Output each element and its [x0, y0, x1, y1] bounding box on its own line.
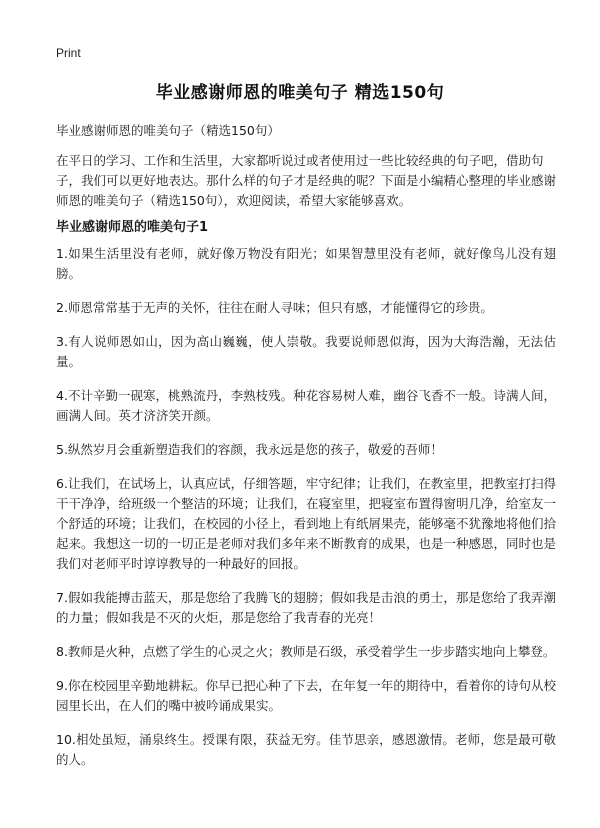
intro-paragraph: 在平日的学习、工作和生活里，大家都听说过或者使用过一些比较经典的句子吧，借助句子，我们可以更好地表达。那什么样的句子才是经典的呢？下面是小编精心整理的毕业感谢师恩的唯美句子（精选150句），欢迎阅读，希望大家能够喜欢。 [56, 153, 557, 208]
list-item: 6.让我们，在试场上，认真应试，仔细答题，牢守纪律；让我们，在教室里，把教室打扫得干干净净，给班级一个整洁的环境；让我们，在寝室里，把寝室布置得窗明几净，给室友一个舒适的环境；让我们，在校园的小径上，看到地上有纸屑果壳，能够毫不犹豫地将他们拾起来。我想这一切的一切正是老师对我们多年来不断教育的成果，也是一种感恩，同时也是我们对老师平时谆谆教导的一种最好的回报。 [56, 476, 557, 571]
list-item: 4.不计辛勤一砚寒，桃熟流丹，李熟枝残。种花容易树人难，幽谷飞香不一般。诗满人间，画满人间。英才济济笑开颜。 [56, 388, 556, 423]
list-item: 10.相处虽短，涌泉终生。授课有限，获益无穷。佳节思亲，感恩激情。老师，您是最可敬的人。 [56, 732, 556, 767]
list-item: 8.教师是火种，点燃了学生的心灵之火；教师是石级，承受着学生一步步踏实地向上攀登。 [56, 644, 556, 659]
list-item: 5.纵然岁月会重新塑造我们的容颜，我永远是您的孩子，敬爱的吾师！ [56, 442, 443, 457]
list-item: 7.假如我能搏击蓝天，那是您给了我腾飞的翅膀；假如我是击浪的勇士，那是您给了我弄潮的力量；假如我是不灭的火炬，那是您给了我青春的光亮！ [56, 590, 556, 625]
list-item: 9.你在校园里辛勤地耕耘。你早已把心种了下去，在年复一年的期待中，看着你的诗句从校园里长出，在人们的嘴中被吟诵成果实。 [56, 678, 556, 713]
article-subtitle: 毕业感谢师恩的唯美句子（精选150句） [56, 123, 280, 138]
list-item: 3.有人说师恩如山，因为高山巍巍，使人崇敬。我要说师恩似海，因为大海浩瀚，无法估量。 [56, 334, 556, 369]
print-label[interactable]: Print [56, 46, 81, 60]
list-item: 1.如果生活里没有老师，就好像万物没有阳光；如果智慧里没有老师，就好像鸟儿没有翅膀。 [56, 246, 556, 281]
section-heading: 毕业感谢师恩的唯美句子1 [56, 220, 209, 235]
list-item: 2.师恩常常基于无声的关怀，往往在耐人寻味；但只有感，才能懂得它的珍贵。 [56, 300, 493, 315]
page-title: 毕业感谢师恩的唯美句子 精选150句 [155, 83, 445, 103]
sentence-list [56, 244, 556, 784]
